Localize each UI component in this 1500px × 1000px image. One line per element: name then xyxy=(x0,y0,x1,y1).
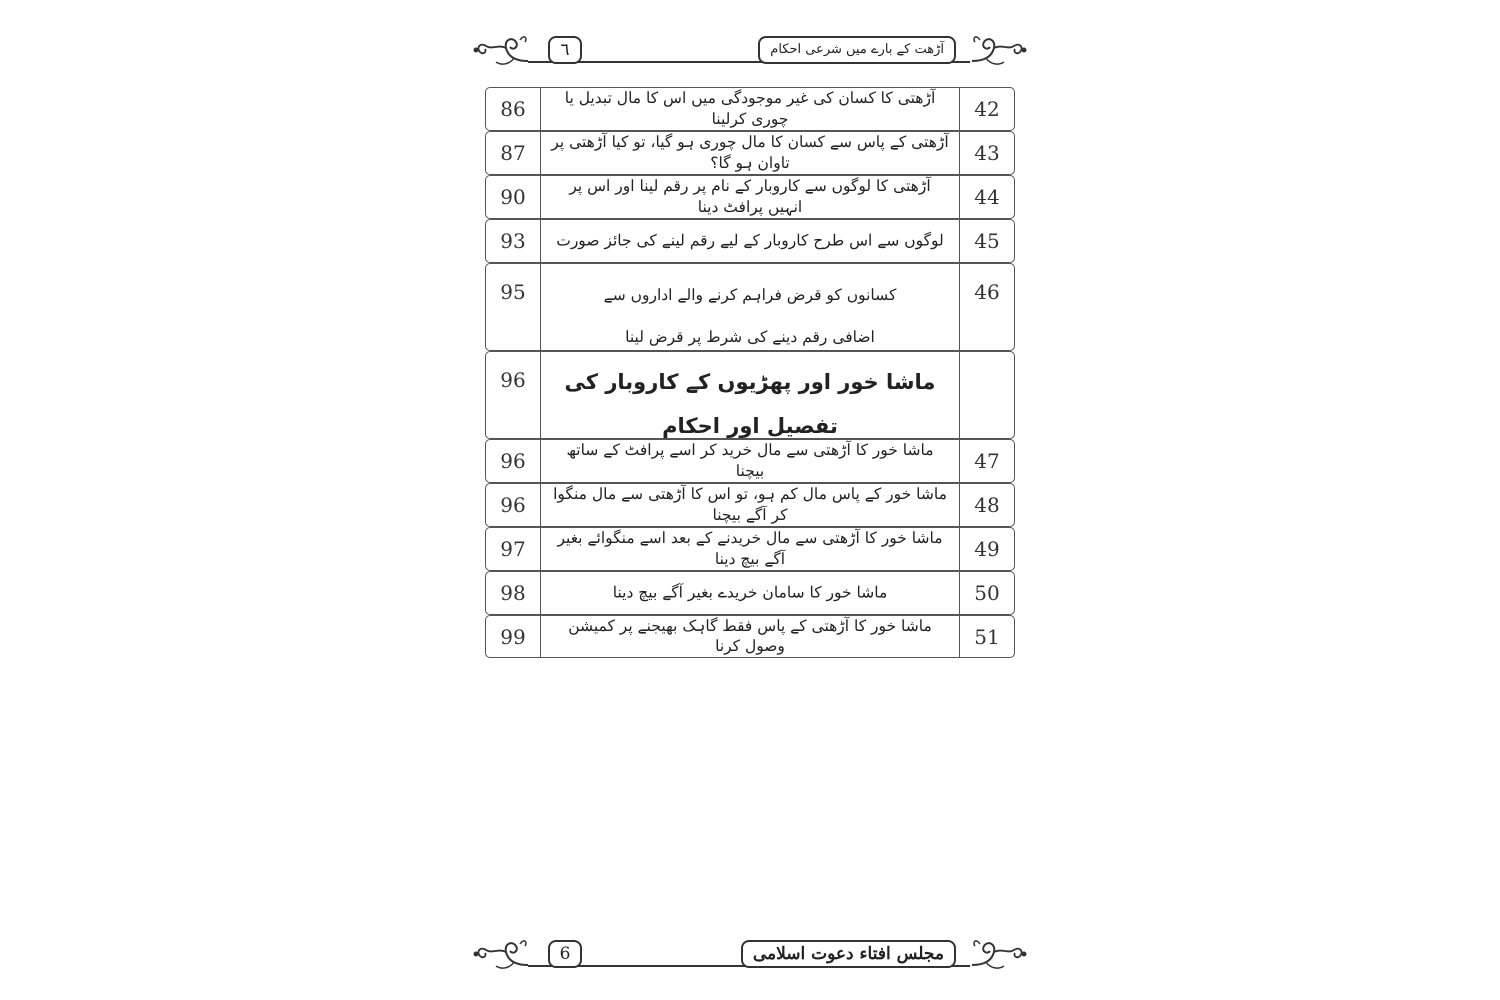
toc-number-cell xyxy=(959,131,1015,175)
toc-page-number: 96 xyxy=(500,493,526,517)
page-footer xyxy=(470,932,1030,972)
toc-number-cell xyxy=(959,87,1015,131)
toc-page-number: 93 xyxy=(500,229,526,253)
toc-entry-title-line: کسانوں کو قرض فراہم کرنے والے اداروں سے xyxy=(603,286,897,304)
toc-entry-number: 49 xyxy=(974,537,1000,561)
toc-row xyxy=(485,615,1015,658)
toc-entry-title: ماشا خور کے پاس مال کم ہو، تو اس کا آڑھتی سے مال منگوا کر آگے بیچنا xyxy=(553,485,947,524)
toc-entry-number: 50 xyxy=(974,581,1000,605)
toc-page-cell xyxy=(485,131,541,175)
toc-number-cell xyxy=(959,527,1015,571)
toc-section-heading-line: ماشا خور اور پھڑیوں کے کاروبار کی xyxy=(564,370,936,394)
page-header xyxy=(470,28,1030,68)
header-page-number: ٦ xyxy=(548,36,582,64)
floral-ornament-icon xyxy=(470,28,530,68)
toc-page-number: 97 xyxy=(500,537,526,561)
toc-title-cell xyxy=(541,615,959,658)
toc-number-cell xyxy=(959,351,1015,439)
toc-page-number: 86 xyxy=(500,97,526,121)
floral-ornament-icon xyxy=(970,28,1030,68)
toc-page-number: 96 xyxy=(500,449,526,473)
toc-page-number: 96 xyxy=(500,368,526,392)
toc-number-cell xyxy=(959,175,1015,219)
toc-entry-number: 47 xyxy=(974,449,1000,473)
toc-entry-title: آڑھتی کا لوگوں سے کاروبار کے نام پر رقم لینا اور اس پر انہیں پرافٹ دینا xyxy=(569,177,931,216)
toc-title-cell xyxy=(541,483,959,527)
toc-page-cell xyxy=(485,527,541,571)
toc-row xyxy=(485,175,1015,219)
toc-entry-number: 43 xyxy=(974,141,1000,165)
toc-page-number: 98 xyxy=(500,581,526,605)
toc-page-cell xyxy=(485,571,541,615)
toc-row xyxy=(485,263,1015,351)
toc-entry-title xyxy=(551,274,949,358)
toc-entry-number: 44 xyxy=(974,185,1000,209)
toc-page-cell xyxy=(485,87,541,131)
toc-number-cell xyxy=(959,615,1015,658)
toc-title-cell xyxy=(541,571,959,615)
toc-number-cell xyxy=(959,439,1015,483)
toc-section-row xyxy=(485,351,1015,439)
footer-title: مجلس افتاء دعوت اسلامی xyxy=(741,940,956,968)
toc-entry-title: ماشا خور کا آڑھتی سے مال خریدنے کے بعد اسے منگوائے بغیر آگے بیچ دینا xyxy=(557,529,943,568)
toc-page-cell xyxy=(485,483,541,527)
toc-row xyxy=(485,87,1015,131)
toc-page-cell xyxy=(485,439,541,483)
toc-row xyxy=(485,131,1015,175)
toc-row xyxy=(485,571,1015,615)
footer-page-number: 6 xyxy=(548,940,582,968)
toc-entry-title: آڑھتی کے پاس سے کسان کا مال چوری ہو گیا، تو کیا آڑھتی پر تاوان ہو گا؟ xyxy=(551,133,949,172)
toc-title-cell xyxy=(541,351,959,439)
toc-entry-title: ماشا خور کا سامان خریدے بغیر آگے بیچ دینا xyxy=(612,583,888,602)
toc-title-cell xyxy=(541,175,959,219)
toc-entry-number: 51 xyxy=(974,624,1000,649)
toc-title-cell xyxy=(541,87,959,131)
toc-entry-number: 46 xyxy=(974,280,1000,304)
toc-title-cell xyxy=(541,131,959,175)
toc-title-cell xyxy=(541,263,959,351)
toc-page-cell xyxy=(485,615,541,658)
toc-entry-number: 42 xyxy=(974,97,1000,121)
toc-title-cell xyxy=(541,527,959,571)
toc-row xyxy=(485,439,1015,483)
toc-number-cell xyxy=(959,483,1015,527)
toc-title-cell xyxy=(541,219,959,263)
toc-number-cell xyxy=(959,263,1015,351)
toc-page-number: 87 xyxy=(500,141,526,165)
header-title: آڑھت کے بارے میں شرعی احکام xyxy=(758,36,956,64)
toc-page-cell xyxy=(485,263,541,351)
table-of-contents xyxy=(485,87,1015,658)
toc-number-cell xyxy=(959,571,1015,615)
toc-page-cell xyxy=(485,175,541,219)
toc-section-heading xyxy=(551,360,949,448)
toc-row xyxy=(485,527,1015,571)
toc-page-number: 90 xyxy=(500,185,526,209)
toc-number-cell xyxy=(959,219,1015,263)
toc-entry-title: لوگوں سے اس طرح کاروبار کے لیے رقم لینے کی جائز صورت xyxy=(556,231,944,250)
toc-page-cell xyxy=(485,219,541,263)
toc-title-cell xyxy=(541,439,959,483)
floral-ornament-icon xyxy=(970,932,1030,972)
toc-entry-title: ماشا خور کا آڑھتی کے پاس فقط گاہک بھیجنے پر کمیشن وصول کرنا xyxy=(568,616,932,656)
toc-page-number: 99 xyxy=(500,624,526,649)
toc-entry-title-line: اضافی رقم دینے کی شرط پر قرض لینا xyxy=(625,328,875,346)
toc-row xyxy=(485,219,1015,263)
toc-section-heading-line: تفصیل اور احکام xyxy=(662,414,838,438)
toc-entry-title: ماشا خور کا آڑھتی سے مال خرید کر اسے پرافٹ کے ساتھ بیچنا xyxy=(566,441,934,480)
floral-ornament-icon xyxy=(470,932,530,972)
toc-page-number: 95 xyxy=(500,280,526,304)
toc-entry-number: 45 xyxy=(974,229,1000,253)
toc-entry-title: آڑھتی کا کسان کی غیر موجودگی میں اس کا مال تبدیل یا چوری کرلینا xyxy=(564,89,936,128)
toc-row xyxy=(485,483,1015,527)
toc-page-cell xyxy=(485,351,541,439)
toc-entry-number: 48 xyxy=(974,493,1000,517)
